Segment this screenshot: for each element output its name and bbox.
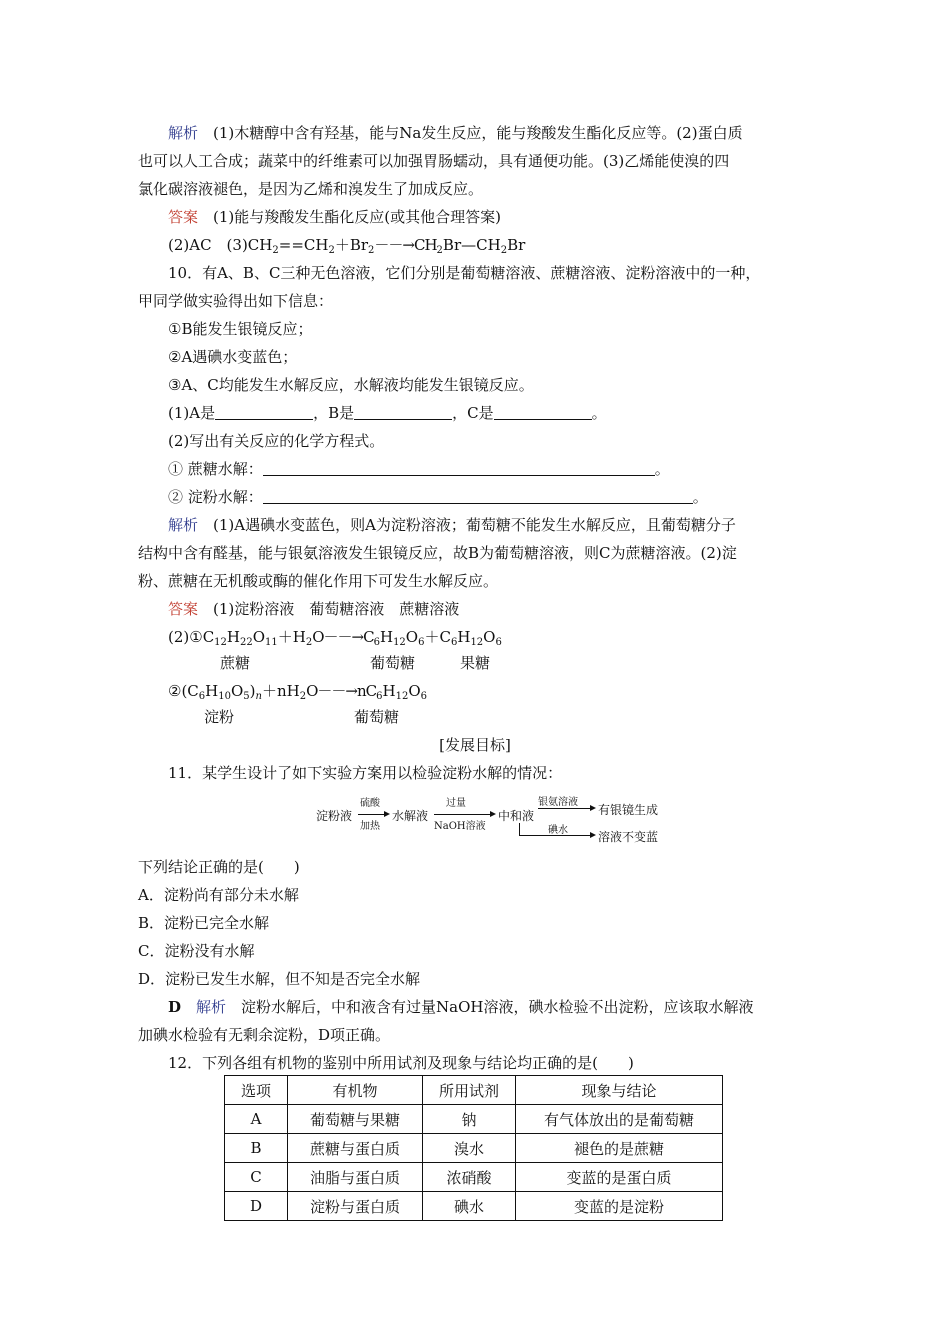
flow-arrowhead-2	[490, 811, 496, 817]
cell-option: C	[225, 1163, 288, 1192]
flow-arrow-2	[434, 814, 490, 815]
q12-stem: 12．下列各组有机物的鉴别中所用试剂及现象与结论均正确的是( )	[168, 1054, 634, 1072]
q10-eq-2-names: 淀粉 葡萄糖	[204, 708, 400, 726]
table-row	[225, 1192, 723, 1221]
cell-result: 褪色的是蔗糖	[516, 1134, 723, 1163]
q11-option-c[interactable]: C．淀粉没有水解	[138, 942, 255, 960]
flow-arrow-3	[538, 808, 590, 809]
q10-analysis-line-3: 粉、蔗糖在无机酸或酶的催化作用下可发生水解反应。	[138, 572, 499, 590]
q10-analysis-line-1: 解析 (1)A遇碘水变蓝色，则A为淀粉溶液；葡萄糖不能发生水解反应，且葡萄糖分子	[168, 516, 736, 534]
cell-option: A	[225, 1105, 288, 1134]
answer-blank-a[interactable]	[215, 404, 313, 420]
q10-info-3: ③A、C均能发生水解反应，水解液均能发生银镜反应。	[168, 376, 534, 394]
flow-branch1-result: 有银镜生成	[598, 803, 659, 817]
cell-reagent: 浓硝酸	[423, 1163, 516, 1192]
cell-reagent: 钠	[423, 1105, 516, 1134]
equation-blank-1[interactable]	[263, 460, 655, 476]
q10-stem-line-2: 甲同学做实验得出如下信息：	[138, 292, 334, 310]
flow-mid2: 中和液	[498, 809, 535, 823]
comparison-table	[224, 1075, 723, 1221]
cell-organic: 淀粉与蛋白质	[288, 1192, 423, 1221]
q10-eq-1-prompt: ① 蔗糖水解： 。	[168, 460, 670, 478]
q10-info-2: ②A遇碘水变蓝色；	[168, 348, 298, 366]
q10-eq-2-prompt: ② 淀粉水解： 。	[168, 488, 708, 506]
answer-blank-b[interactable]	[354, 404, 452, 420]
q10-stem-line-1: 10．有A、B、C三种无色溶液，它们分别是葡萄糖溶液、蔗糖溶液、淀粉溶液中的一种，	[168, 264, 761, 282]
header-result: 现象与结论	[516, 1076, 723, 1105]
table-header-row	[225, 1076, 723, 1105]
q10-info-1: ①B能发生银镜反应；	[168, 320, 313, 338]
cell-result: 有气体放出的是葡萄糖	[516, 1105, 723, 1134]
flow-cond2-top: 过量	[446, 798, 466, 809]
flow-cond1-bottom: 加热	[360, 821, 380, 832]
flow-branch2-reagent: 碘水	[548, 825, 568, 836]
q10-answer-line-1: 答案 (1)淀粉溶液 葡萄糖溶液 蔗糖溶液	[168, 600, 460, 618]
analysis-label: 解析	[168, 124, 199, 142]
q10-sub-2: (2)写出有关反应的化学方程式。	[168, 432, 385, 450]
flow-branch1-reagent: 银氨溶液	[538, 797, 578, 808]
q10-analysis-line-2: 结构中含有醛基，能与银氨溶液发生银镜反应，故B为葡萄糖溶液，则C为蔗糖溶液。(2)淀	[138, 544, 737, 562]
flow-mid1: 水解液	[392, 809, 429, 823]
answer-label: 答案	[168, 208, 199, 226]
answer-label: 答案	[168, 600, 199, 618]
cell-organic: 蔗糖与蛋白质	[288, 1134, 423, 1163]
q10-answer-eq-2: $②(C_6H_{10}O_5)_n+nH_2O--\to nC_6H_{12}O_6$	[168, 682, 428, 702]
q11-option-b[interactable]: B．淀粉已完全水解	[138, 914, 270, 932]
q11-analysis-line-1: D 解析 淀粉水解后，中和液含有过量NaOH溶液，碘水检验不出淀粉，应该取水解液	[168, 998, 754, 1016]
q10-eq-1-names: 蔗糖 葡萄糖 果糖	[220, 654, 491, 672]
q11-stem: 11．某学生设计了如下实验方案用以检验淀粉水解的情况：	[168, 764, 563, 782]
flow-diagram	[316, 793, 676, 851]
q10-answer-eq-1: $(2)①C_{12}H_{22}O_{11}+H_2O--\to C_6H_{12}O_6+C_6H_{12}O_6$	[168, 628, 502, 648]
q11-analysis-line-2: 加碘水检验有无剩余淀粉，D项正确。	[138, 1026, 391, 1044]
q9-analysis-line-3: 氯化碳溶液褪色，是因为乙烯和溴发生了加成反应。	[138, 180, 484, 198]
table-row	[225, 1163, 723, 1192]
q9-answer-line-2: (2)AC $(3)CH_2==CH_2+Br_2--\to CH_2Br—CH_2Br$	[168, 236, 526, 256]
cell-organic: 油脂与蛋白质	[288, 1163, 423, 1192]
flow-arrow-1	[358, 814, 384, 815]
analysis-label: 解析	[168, 516, 199, 534]
flow-branch-connector	[519, 823, 520, 835]
section-title: [发展目标]	[439, 736, 511, 754]
q11-option-a[interactable]: A．淀粉尚有部分未水解	[138, 886, 299, 904]
cell-option: D	[225, 1192, 288, 1221]
analysis-label: 解析	[196, 998, 227, 1016]
equation-blank-2[interactable]	[263, 488, 693, 504]
cell-reagent: 碘水	[423, 1192, 516, 1221]
flow-cond1-top: 硫酸	[360, 798, 380, 809]
q10-sub-1: (1)A是 ，B是 ，C是 。	[168, 404, 607, 422]
q11-option-d[interactable]: D．淀粉已发生水解，但不知是否完全水解	[138, 970, 421, 988]
flow-branch2-result: 溶液不变蓝	[598, 830, 659, 844]
cell-result: 变蓝的是蛋白质	[516, 1163, 723, 1192]
cell-reagent: 溴水	[423, 1134, 516, 1163]
header-organic: 有机物	[288, 1076, 423, 1105]
header-reagent: 所用试剂	[423, 1076, 516, 1105]
cell-option: B	[225, 1134, 288, 1163]
cell-result: 变蓝的是淀粉	[516, 1192, 723, 1221]
answer-blank-c[interactable]	[494, 404, 592, 420]
q9-analysis-line-2: 也可以人工合成；蔬菜中的纤维素可以加强胃肠蠕动，具有通便功能。(3)乙烯能使溴的四	[138, 152, 730, 170]
flow-cond2-bottom: NaOH溶液	[434, 821, 486, 832]
flow-arrowhead-1	[384, 811, 390, 817]
header-option: 选项	[225, 1076, 288, 1105]
flow-arrowhead-4	[590, 832, 596, 838]
flow-start: 淀粉液	[316, 809, 353, 823]
table-row	[225, 1134, 723, 1163]
cell-organic: 葡萄糖与果糖	[288, 1105, 423, 1134]
answer-choice: D	[168, 998, 182, 1016]
q11-question: 下列结论正确的是( )	[138, 858, 300, 876]
q9-answer-line-1: 答案 (1)能与羧酸发生酯化反应(或其他合理答案)	[168, 208, 501, 226]
flow-arrowhead-3	[590, 805, 596, 811]
q9-analysis-line-1: 解析 (1)木糖醇中含有羟基，能与Na发生反应，能与羧酸发生酯化反应等。(2)蛋白质	[168, 124, 743, 142]
table-row	[225, 1105, 723, 1134]
